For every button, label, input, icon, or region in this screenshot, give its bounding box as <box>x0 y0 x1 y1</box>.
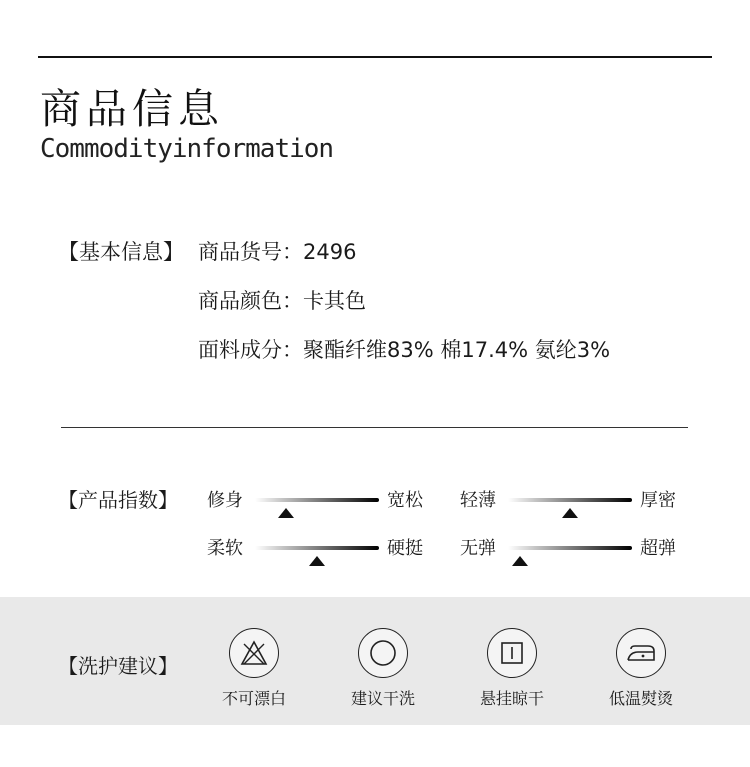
scale-right-label: 宽松 <box>387 490 423 511</box>
dry-clean-icon <box>358 628 408 678</box>
no-bleach-icon <box>229 628 279 678</box>
care-item-low-iron <box>586 628 696 709</box>
care-label: 建议干洗 <box>350 689 415 708</box>
scale-left-label: 柔软 <box>207 538 243 559</box>
scale-left-label: 无弹 <box>460 538 496 559</box>
scale-marker <box>309 556 325 566</box>
scale-bar <box>255 546 379 550</box>
scale-left-label: 修身 <box>207 490 243 511</box>
care-label: 悬挂晾干 <box>479 689 544 708</box>
scale-right-label: 超弹 <box>640 538 676 559</box>
care-item-no-bleach <box>199 628 309 709</box>
care-item-dry-clean <box>328 628 438 709</box>
basic-info-tag: 【基本信息】 <box>58 240 184 264</box>
page-title: 商品信息 <box>40 85 224 133</box>
scale-right-label: 厚密 <box>640 490 676 511</box>
elasticity-scale <box>460 534 680 574</box>
page-subtitle: Commodityinformation <box>40 134 334 164</box>
fabric-line: 面料成分：聚酯纤维83% 棉17.4% 氨纶3% <box>198 338 611 362</box>
scale-left-label: 轻薄 <box>460 490 496 511</box>
scale-right-label: 硬挺 <box>387 538 423 559</box>
item-number-line: 商品货号：2496 <box>198 240 357 264</box>
color-line: 商品颜色：卡其色 <box>198 289 366 313</box>
softness-scale <box>207 534 427 574</box>
low-iron-icon <box>616 628 666 678</box>
scale-marker <box>512 556 528 566</box>
scale-bar <box>255 498 379 502</box>
scale-bar <box>508 498 632 502</box>
thickness-scale <box>460 486 680 526</box>
product-index-tag: 【产品指数】 <box>58 488 178 512</box>
scale-bar <box>508 546 632 550</box>
care-label: 不可漂白 <box>221 689 286 708</box>
mid-divider <box>61 427 688 428</box>
care-item-hang-dry <box>457 628 567 709</box>
top-divider <box>38 56 712 58</box>
care-label: 低温熨烫 <box>608 689 673 708</box>
care-tag: 【洗护建议】 <box>58 654 178 678</box>
hang-dry-icon <box>487 628 537 678</box>
fit-scale <box>207 486 427 526</box>
scale-marker <box>562 508 578 518</box>
scale-marker <box>278 508 294 518</box>
